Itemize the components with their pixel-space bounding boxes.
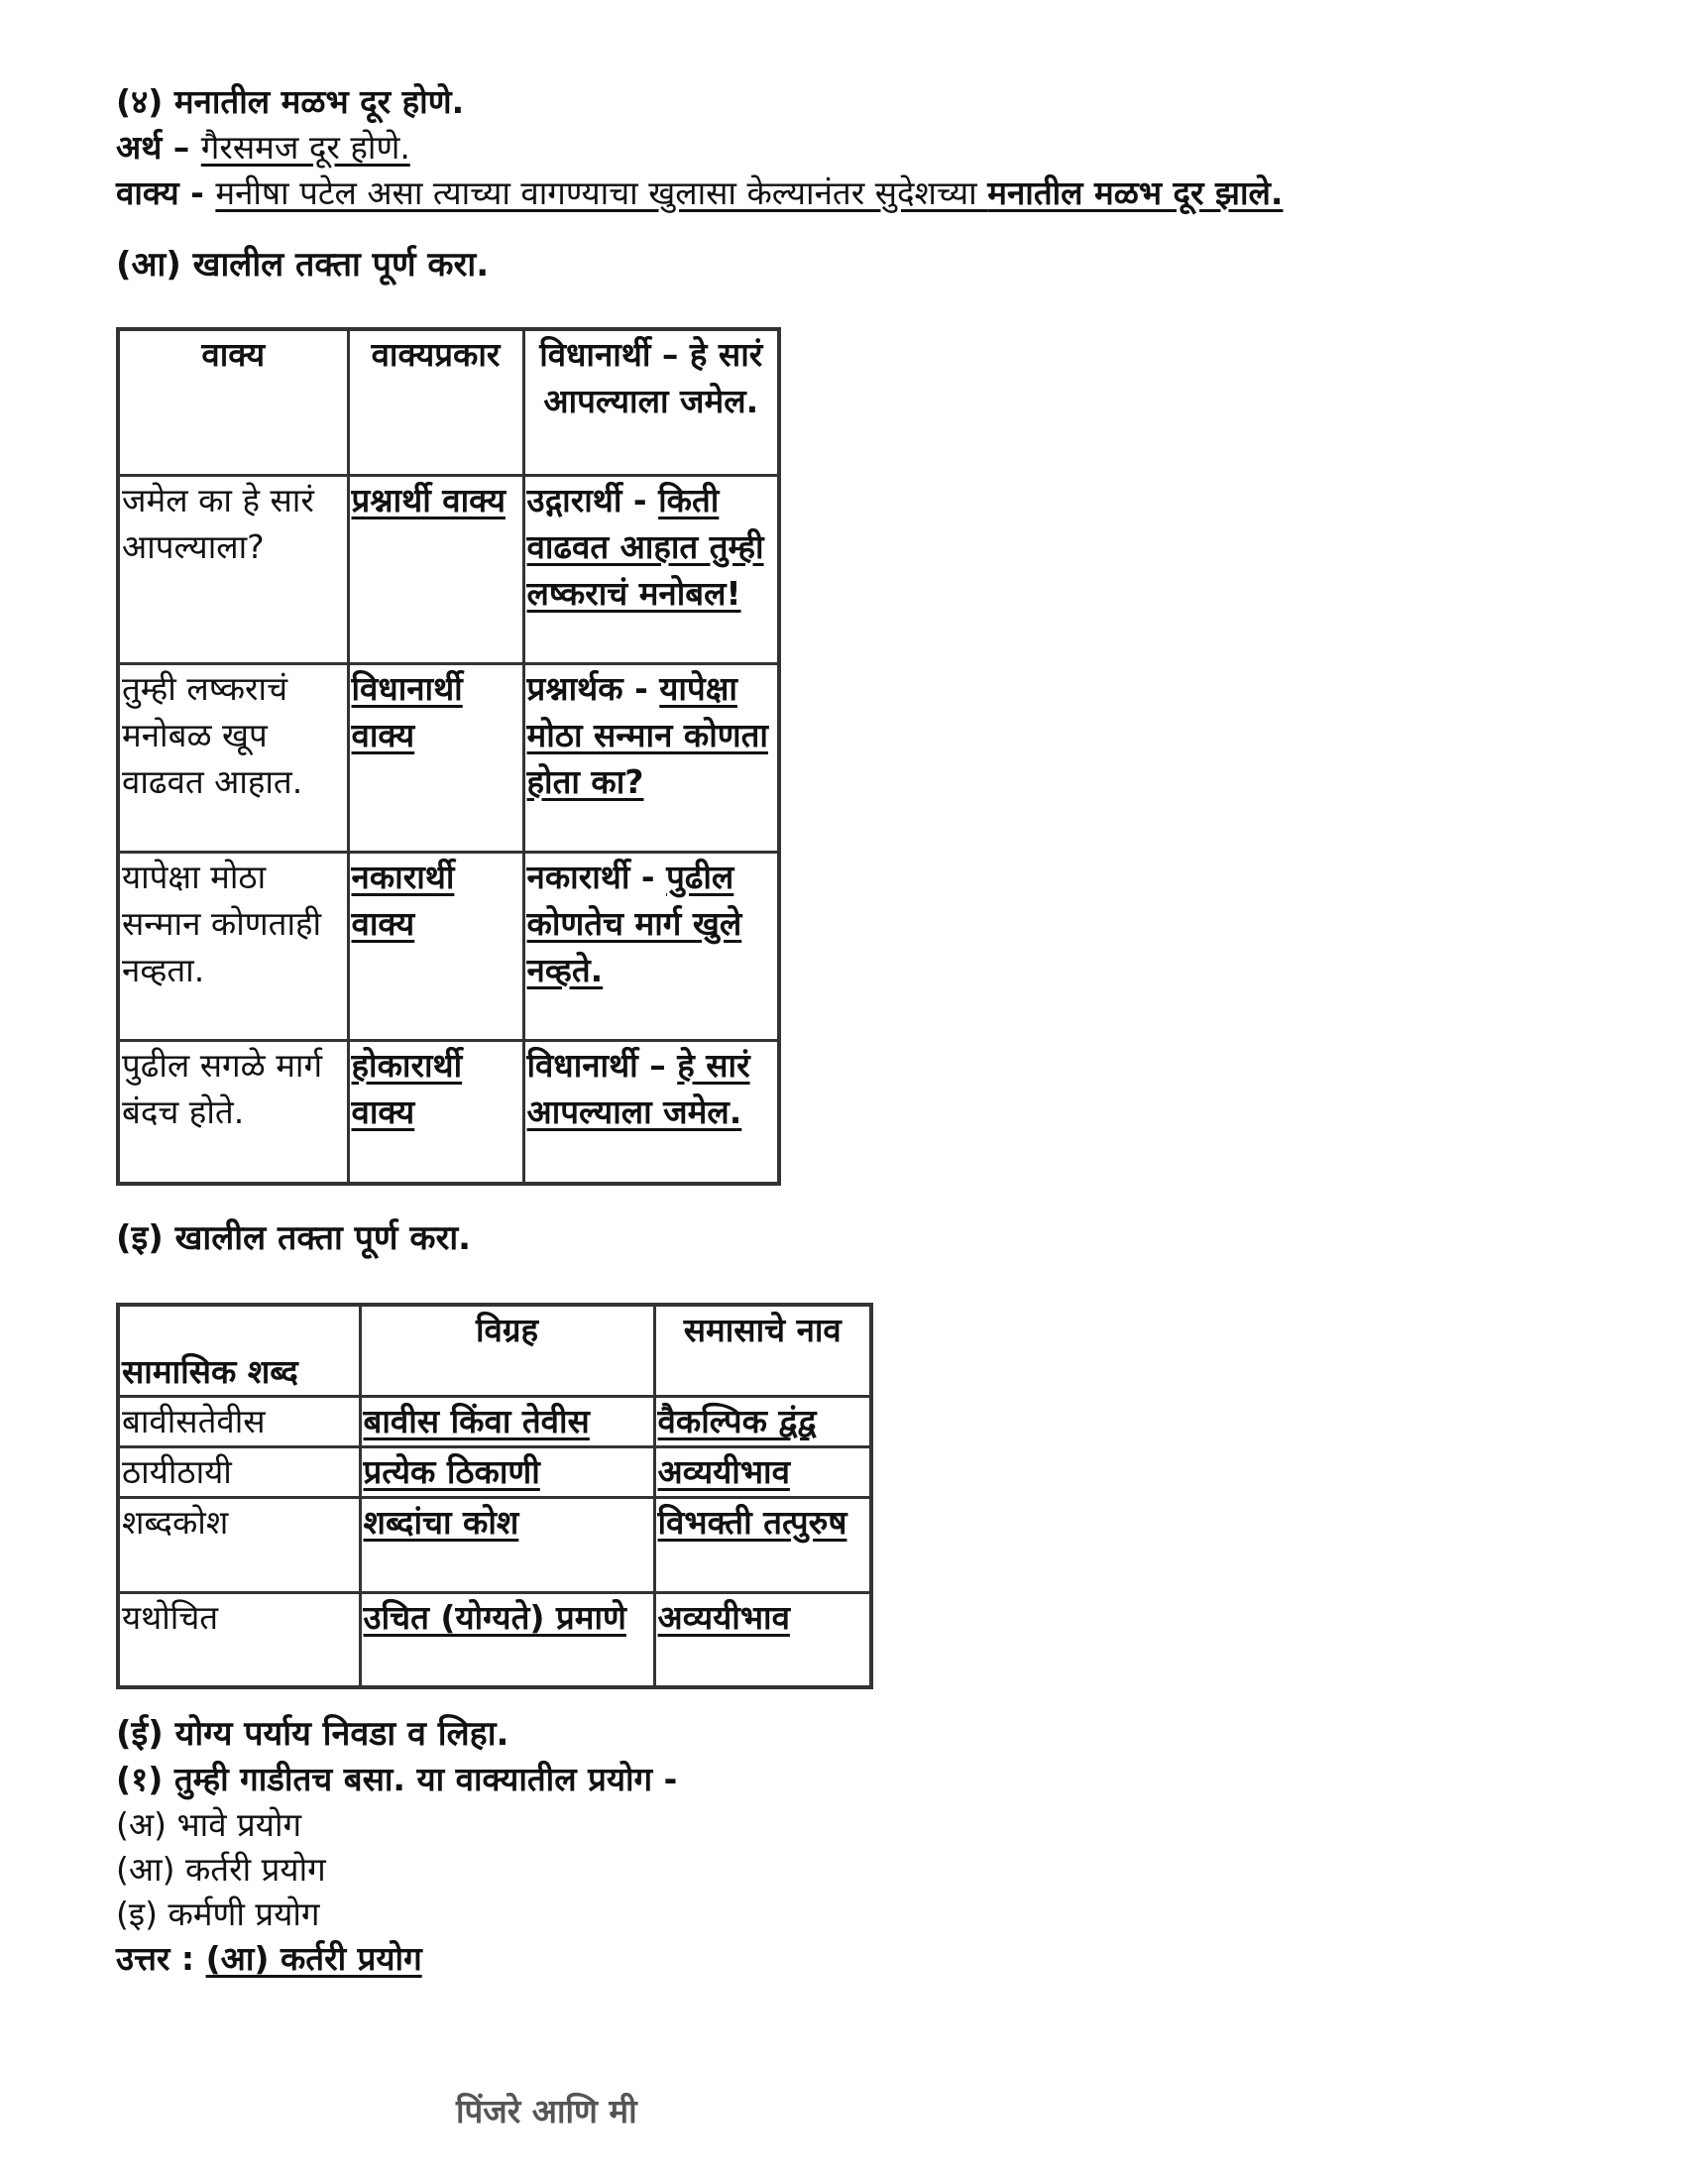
idiom-sentence-line: [116, 171, 1603, 216]
vigrah-cell: उचित (योग्यते) प्रमाणे: [360, 1592, 654, 1687]
header-cell: सामासिक शब्द: [118, 1305, 360, 1396]
table-row: [118, 1040, 779, 1184]
header-cell: विधानार्थी – हे सारं आपल्याला जमेल.: [523, 329, 779, 475]
answer-cell: [523, 475, 779, 663]
name-cell: अव्ययीभाव: [654, 1592, 871, 1687]
mcq-question: (१) तुम्ही गाडीतच बसा. या वाक्यातील प्रयोग -: [116, 1760, 678, 1798]
compound-table: [116, 1303, 873, 1689]
word-cell: यथोचित: [118, 1592, 360, 1687]
header-cell: वाक्यप्रकार: [348, 329, 523, 475]
sentence-cell: यापेक्षा मोठा सन्मान कोणताही नव्हता.: [118, 852, 348, 1040]
sentence-cell: जमेल का हे सारं आपल्याला?: [118, 475, 348, 663]
answer-cell: [523, 663, 779, 852]
mcq-option: (आ) कर्तरी प्रयोग: [116, 1850, 326, 1889]
table-row: [118, 1396, 871, 1446]
type-cell: विधानार्थी वाक्य: [348, 663, 523, 852]
table-header-row: [118, 1305, 871, 1396]
name-cell: अव्ययीभाव: [654, 1446, 871, 1497]
type-cell: होकारार्थी वाक्य: [348, 1040, 523, 1184]
name-cell: विभक्ती तत्पुरुष: [654, 1497, 871, 1592]
header-cell: वाक्य: [118, 329, 348, 475]
header-cell: विग्रह: [360, 1305, 654, 1396]
meaning-label: अर्थ –: [116, 128, 201, 167]
section-ee-heading: (ई) योग्य पर्याय निवडा व लिहा.: [116, 1714, 509, 1754]
table-row: [118, 1497, 871, 1592]
sentence-cell: तुम्ही लष्कराचं मनोबळ खूप वाढवत आहात.: [118, 663, 348, 852]
sentence-bold: मनातील मळभ दूर झाले.: [987, 173, 1284, 212]
table-row: [118, 1446, 871, 1497]
table-row: [118, 852, 779, 1040]
footer-partial-text: पिंजरे आणि मी: [456, 2092, 637, 2130]
answer-text: किती वाढवत आहात तुम्ही लष्कराचं मनोबल!: [526, 480, 764, 613]
answer-label: उत्तर :: [116, 1939, 206, 1978]
idiom-meaning-line: [116, 125, 1603, 171]
vigrah-cell: शब्दांचा कोश: [360, 1497, 654, 1592]
type-cell: प्रश्नार्थी वाक्य: [348, 475, 523, 663]
table-row: [118, 475, 779, 663]
answer-text: यापेक्षा मोठा सन्मान कोणता होता का?: [526, 668, 768, 801]
answer-value: (आ) कर्तरी प्रयोग: [205, 1939, 422, 1978]
answer-cell: [523, 852, 779, 1040]
mcq-option: (अ) भावे प्रयोग: [116, 1805, 302, 1844]
meaning-text: गैरसमज दूर होणे.: [200, 128, 410, 167]
sentence-label: वाक्य -: [116, 173, 216, 212]
name-cell: वैकल्पिक द्वंद्व: [654, 1396, 871, 1446]
sentence-plain: मनीषा पटेल असा त्याच्या वागण्याचा खुलासा केल्यानंतर सुदेशच्या: [215, 173, 988, 212]
answer-prefix: नकारार्थी -: [526, 857, 667, 896]
mcq-option: (इ) कर्मणी प्रयोग: [116, 1895, 320, 1933]
section-a-heading: (आ) खालील तक्ता पूर्ण करा.: [116, 245, 490, 285]
vigrah-cell: प्रत्येक ठिकाणी: [360, 1446, 654, 1497]
answer-prefix: उद्गारार्थी -: [526, 480, 659, 519]
header-cell: समासाचे नाव: [654, 1305, 871, 1396]
type-cell: नकारार्थी वाक्य: [348, 852, 523, 1040]
table-row: [118, 663, 779, 852]
section-e-heading: (इ) खालील तक्ता पूर्ण करा.: [116, 1218, 472, 1258]
answer-cell: [523, 1040, 779, 1184]
idiom-title: (४) मनातील मळभ दूर होणे.: [116, 82, 465, 121]
word-cell: बावीसतेवीस: [118, 1396, 360, 1446]
answer-prefix: विधानार्थी –: [526, 1045, 678, 1085]
word-cell: ठायीठायी: [118, 1446, 360, 1497]
answer-text: पुढील कोणतेच मार्ग खुले नव्हते.: [526, 857, 742, 989]
answer-prefix: प्रश्नार्थक -: [526, 668, 660, 708]
sentence-cell: पुढील सगळे मार्ग बंदच होते.: [118, 1040, 348, 1184]
word-cell: शब्दकोश: [118, 1497, 360, 1592]
mcq-answer-line: [116, 1936, 1603, 1982]
table-header-row: [118, 329, 779, 475]
answer-text: हे सारं आपल्याला जमेल.: [526, 1045, 750, 1131]
table-row: [118, 1592, 871, 1687]
sentence-type-table: [116, 327, 781, 1186]
document-page: [116, 79, 1603, 1982]
vigrah-cell: बावीस किंवा तेवीस: [360, 1396, 654, 1446]
